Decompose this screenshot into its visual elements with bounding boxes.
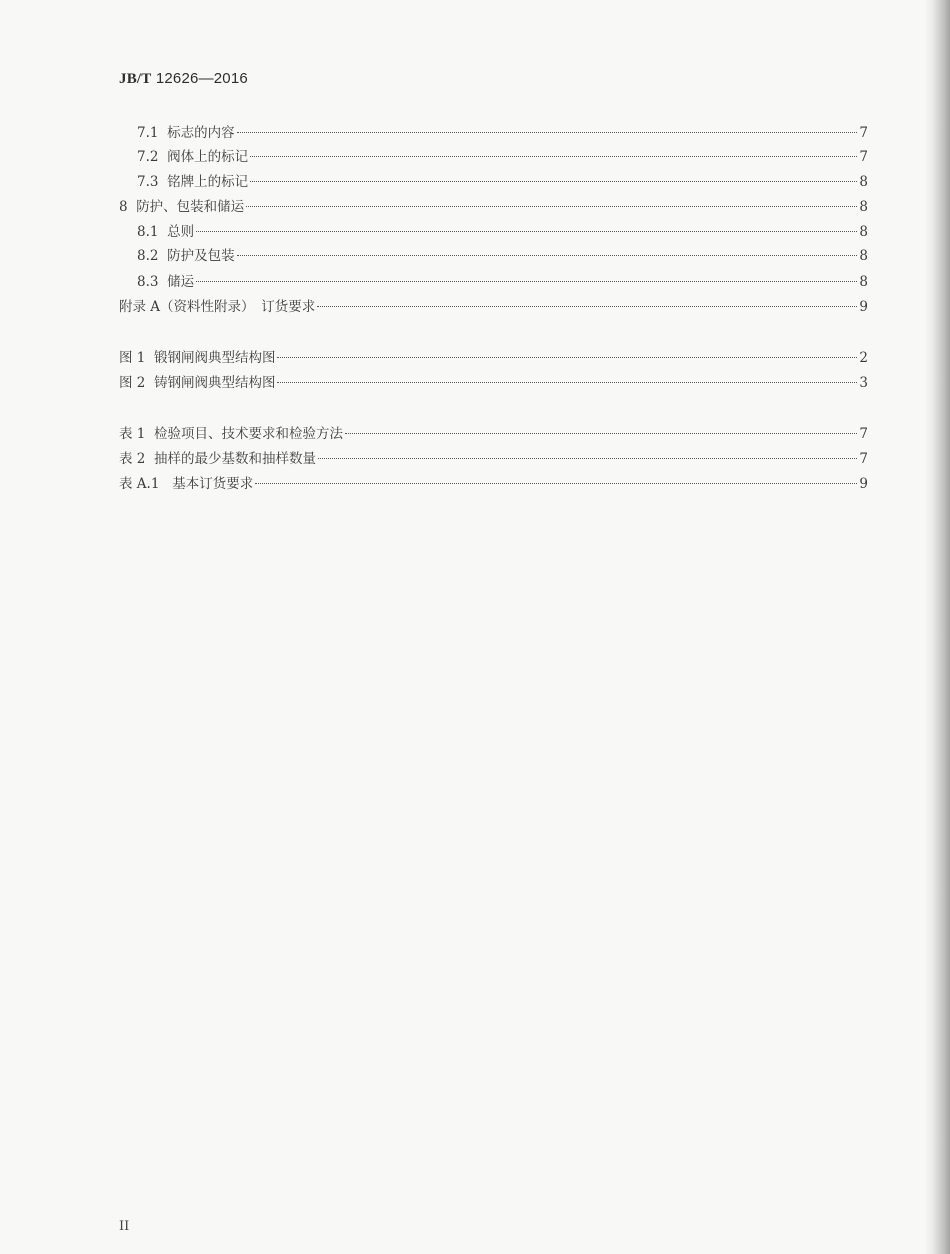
toc-entry-title: 抽样的最少基数和抽样数量 xyxy=(153,451,316,467)
toc-entry-title: 铭牌上的标记 xyxy=(167,174,249,190)
toc-leader-dots xyxy=(196,218,857,236)
toc-entry-title: 阀体上的标记 xyxy=(167,149,249,165)
toc-entry-page: 7 xyxy=(859,149,868,165)
toc-leader-dots xyxy=(237,119,858,137)
toc-entry-number: 图 2 xyxy=(119,375,146,391)
toc-leader-dots xyxy=(317,293,857,311)
toc-entry-title: 基本订货要求 xyxy=(172,476,254,492)
standard-code-header xyxy=(119,70,248,88)
toc-leader-dots xyxy=(246,193,857,211)
toc-leader-dots xyxy=(250,143,857,161)
toc-entry-8-1[interactable] xyxy=(137,218,868,241)
toc-leader-dots xyxy=(345,420,857,438)
toc-entry-number: 表 2 xyxy=(119,451,146,467)
toc-entry-number: 7.1 xyxy=(137,125,159,141)
standard-number: 12626—2016 xyxy=(151,70,248,87)
page-number: II xyxy=(119,1219,130,1234)
toc-entry-7-3[interactable] xyxy=(137,168,868,191)
toc-figure-2[interactable] xyxy=(119,369,868,392)
toc-entry-page: 9 xyxy=(859,299,868,315)
toc-entry-number: 表 1 xyxy=(119,426,146,442)
standard-prefix: JB/T xyxy=(119,71,152,87)
toc-entry-7-1[interactable] xyxy=(137,119,868,142)
toc-entry-number: 7.2 xyxy=(137,149,159,165)
toc-leader-dots xyxy=(196,268,857,286)
toc-entry-title: 检验项目、技术要求和检验方法 xyxy=(153,426,343,442)
toc-entry-8-3[interactable] xyxy=(137,268,868,291)
toc-table-a-1[interactable] xyxy=(119,470,868,493)
toc-leader-dots xyxy=(318,445,857,463)
toc-entry-page: 7 xyxy=(859,125,868,141)
toc-entry-title: 锻钢闸阀典型结构图 xyxy=(153,350,276,366)
toc-entry-page: 8 xyxy=(859,224,868,240)
toc-entry-number: 附录 A xyxy=(119,299,161,315)
toc-entry-title: 总则 xyxy=(167,224,195,240)
toc-entry-title: 储运 xyxy=(167,274,195,290)
toc-table-1[interactable] xyxy=(119,420,868,443)
toc-figure-1[interactable] xyxy=(119,344,868,367)
toc-entry-page: 2 xyxy=(859,350,868,366)
toc-leader-dots xyxy=(277,344,857,362)
toc-leader-dots xyxy=(250,168,857,186)
toc-entry-number: 8 xyxy=(119,199,128,215)
toc-entry-appendix-a[interactable] xyxy=(119,293,868,316)
toc-entry-number: 8.2 xyxy=(137,248,159,264)
toc-entry-page: 3 xyxy=(859,375,868,391)
toc-entry-page: 8 xyxy=(859,248,868,264)
toc-entry-number: 表 A.1 xyxy=(119,476,160,492)
toc-entry-number: 图 1 xyxy=(119,350,146,366)
toc-entry-number: 8.1 xyxy=(137,224,159,240)
toc-entry-page: 8 xyxy=(859,274,868,290)
toc-leader-dots xyxy=(277,369,857,387)
toc-leader-dots xyxy=(237,242,858,260)
toc-entry-page: 7 xyxy=(859,426,868,442)
toc-entry-page: 9 xyxy=(859,476,868,492)
toc-entry-page: 7 xyxy=(859,451,868,467)
toc-entry-title: 铸钢闸阀典型结构图 xyxy=(153,375,276,391)
toc-entry-title: 标志的内容 xyxy=(167,125,235,141)
toc-entry-page: 8 xyxy=(859,199,868,215)
toc-leader-dots xyxy=(255,470,857,488)
toc-entry-number: 7.3 xyxy=(137,174,159,190)
toc-entry-title: 防护、包装和储运 xyxy=(136,199,245,215)
toc-entry-title: （资料性附录） 订货要求 xyxy=(160,299,316,315)
toc-entry-page: 8 xyxy=(859,174,868,190)
page-edge-shadow xyxy=(924,0,950,1254)
toc-entry-title: 防护及包装 xyxy=(167,248,235,264)
toc-entry-8[interactable] xyxy=(119,193,868,216)
toc-entry-7-2[interactable] xyxy=(137,143,868,166)
toc-entry-number: 8.3 xyxy=(137,274,159,290)
toc-entry-8-2[interactable] xyxy=(137,242,868,265)
toc-table-2[interactable] xyxy=(119,445,868,468)
